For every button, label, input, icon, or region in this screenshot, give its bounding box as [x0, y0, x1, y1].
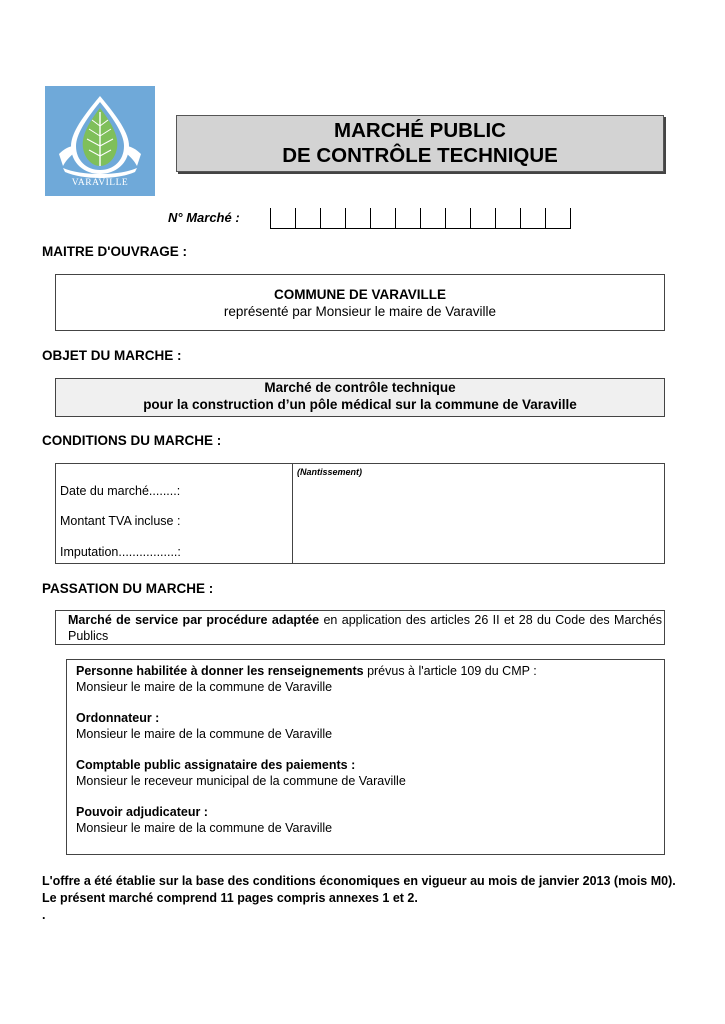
footer-line-2: Le présent marché comprend 11 pages compris annexes 1 et 2.: [42, 891, 418, 905]
number-cell[interactable]: [345, 208, 370, 228]
number-cell[interactable]: [320, 208, 345, 228]
responsable-value: Monsieur le maire de la commune de Varaville: [76, 727, 333, 741]
logo-text: VARAVILLE: [71, 178, 129, 188]
footer-line-3: .: [42, 908, 46, 922]
responsable-item: [76, 663, 537, 695]
number-cell[interactable]: [470, 208, 495, 228]
conditions-heading: CONDITIONS DU MARCHE :: [42, 433, 222, 448]
responsable-title: Pouvoir adjudicateur :: [76, 805, 208, 819]
imputation-label: Imputation.................:: [60, 545, 181, 559]
number-cell[interactable]: [420, 208, 445, 228]
responsable-suffix: prévus à l'article 109 du CMP :: [363, 664, 537, 678]
responsable-value: Monsieur le receveur municipal de la commune de Varaville: [76, 774, 406, 788]
number-cell[interactable]: [445, 208, 470, 228]
footer-text: [42, 873, 682, 924]
number-cell[interactable]: [270, 208, 295, 228]
title-box: [176, 115, 664, 172]
number-cell[interactable]: [295, 208, 320, 228]
number-cell[interactable]: [395, 208, 420, 228]
objet-line-2: pour la construction d’un pôle médical sur la commune de Varaville: [143, 397, 577, 412]
marche-number-label: N° Marché :: [168, 210, 240, 225]
maitre-name: COMMUNE DE VARAVILLE: [274, 287, 446, 302]
responsable-title: Comptable public assignataire des paiements :: [76, 758, 356, 772]
varaville-logo: [45, 86, 155, 196]
responsable-value: Monsieur le maire de la commune de Varaville: [76, 680, 333, 694]
conditions-box: [55, 463, 665, 564]
responsable-item: [76, 757, 406, 789]
responsable-value: Monsieur le maire de la commune de Varaville: [76, 821, 333, 835]
procedure-bold: Marché de service par procédure adaptée: [68, 613, 320, 627]
maitre-box: [55, 274, 665, 331]
number-cell[interactable]: [545, 208, 571, 228]
objet-heading: OBJET DU MARCHE :: [42, 348, 182, 363]
number-cell[interactable]: [520, 208, 545, 228]
maitre-rep: représenté par Monsieur le maire de Varaville: [223, 304, 497, 319]
conditions-divider: [292, 464, 293, 563]
title-line-2: DE CONTRÔLE TECHNIQUE: [282, 144, 558, 167]
title-line-1: MARCHÉ PUBLIC: [334, 119, 506, 142]
montant-label: Montant TVA incluse :: [60, 514, 181, 528]
marche-number-cells: [270, 208, 571, 229]
footer-line-1: L'offre a été établie sur la base des conditions économiques en vigueur au mois de janvier 2013 (mois M0).: [42, 874, 676, 888]
number-cell[interactable]: [495, 208, 520, 228]
responsables-box: [66, 659, 665, 855]
nantissement-label: (Nantissement): [297, 467, 363, 477]
maitre-heading: MAITRE D'OUVRAGE :: [42, 244, 187, 259]
responsable-item: [76, 804, 332, 836]
procedure-rest: en application des articles 26 II et 28 du Code des Marchés Publics: [68, 613, 662, 643]
number-cell[interactable]: [370, 208, 395, 228]
procedure-box: [55, 610, 665, 645]
passation-heading: PASSATION DU MARCHE :: [42, 581, 214, 596]
objet-box: [55, 378, 665, 417]
objet-line-1: Marché de contrôle technique: [264, 380, 456, 395]
procedure-text: [68, 613, 662, 644]
responsable-title: Personne habilitée à donner les renseignements: [76, 664, 364, 678]
responsable-title: Ordonnateur :: [76, 711, 160, 725]
date-label: Date du marché........:: [60, 484, 181, 498]
responsable-item: [76, 710, 332, 742]
